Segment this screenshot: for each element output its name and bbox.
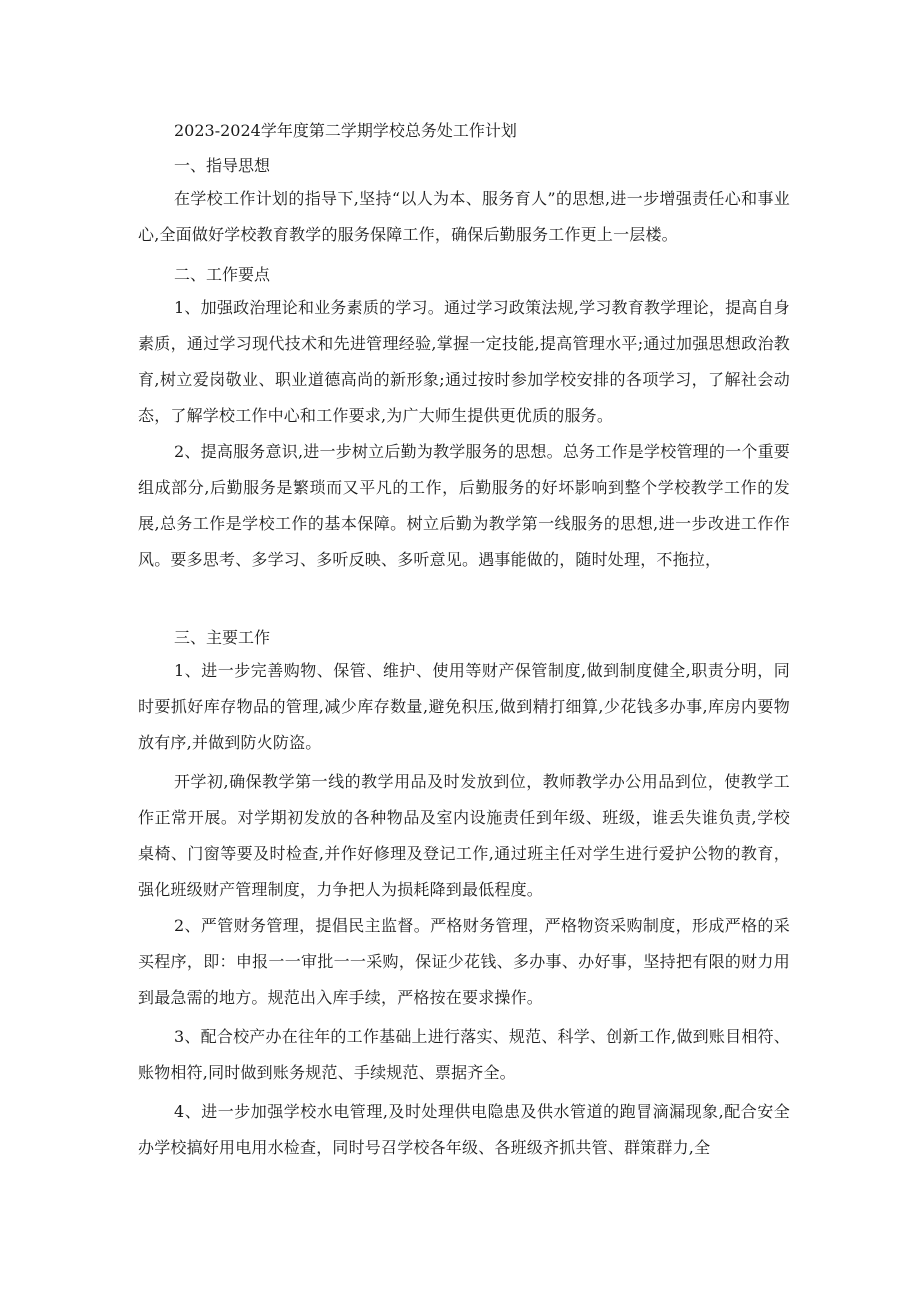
paragraph: 开学初,确保教学第一线的教学用品及时发放到位，教师教学办公用品到位，使教学工作正常开展。对学期初发放的各种物品及室内设施责任到年级、班级，谁丢失谁负责,学校桌椅、门窗等要及时检查,并作好修理及登记工作,通过班主任对学生进行爱护公物的教育，强化班级财产管理制度，力争把人为损耗降到最低程度。 xyxy=(138,772,790,899)
paragraph: 1、进一步完善购物、保管、维护、使用等财产保管制度,做到制度健全,职责分明，同时要抓好库存物品的管理,减少库存数量,避免积压,做到精打细算,少花钱多办事,库房内要物放有序,并做到防火防盗。 xyxy=(138,661,790,752)
section-heading-guiding-thought: 一、指导思想 xyxy=(174,156,271,175)
paragraph: 4、进一步加强学校水电管理,及时处理供电隐患及供水管道的跑冒滴漏现象,配合安全办学校搞好用电用水检查，同时号召学校各年级、各班级齐抓共管、群策群力,全 xyxy=(138,1102,790,1157)
paragraph: 在学校工作计划的指导下,坚持“以人为本、服务育人”的思想,进一步增强责任心和事业心,全面做好学校教育教学的服务保障工作，确保后勤服务工作更上一层楼。 xyxy=(138,189,790,244)
paragraph: 2、提高服务意识,进一步树立后勤为教学服务的思想。总务工作是学校管理的一个重要组成部分,后勤服务是繁琐而又平凡的工作，后勤服务的好坏影响到整个学校教学工作的发展,总务工作是学校工作的基本保障。树立后勤为教学第一线服务的思想,进一步改进工作作风。要多思考、多学习、多听反映、多听意见。遇事能做的，随时处理，不拖拉， xyxy=(138,442,790,569)
document-title: 2023-2024学年度第二学期学校总务处工作计划 xyxy=(174,121,517,140)
section-heading-work-points: 二、工作要点 xyxy=(174,265,271,284)
paragraph: 3、配合校产办在往年的工作基础上进行落实、规范、科学、创新工作,做到账目相符、账物相符,同时做到账务规范、手续规范、票据齐全。 xyxy=(138,1027,790,1082)
paragraph: 1、加强政治理论和业务素质的学习。通过学习政策法规,学习教育教学理论，提高自身素质，通过学习现代技术和先进管理经验,掌握一定技能,提高管理水平;通过加强思想政治教育,树立爱岗敬业、职业道德高尚的新形象;通过按时参加学校安排的各项学习，了解社会动态，了解学校工作中心和工作要求,为广大师生提供更优质的服务。 xyxy=(138,298,790,425)
section-heading-main-work: 三、主要工作 xyxy=(174,628,271,647)
paragraph: 2、严管财务管理，提倡民主监督。严格财务管理，严格物资采购制度，形成严格的采买程序，即：申报一一审批一一采购，保证少花钱、多办事、办好事，坚持把有限的财力用到最急需的地方。规范出入库手续，严格按在要求操作。 xyxy=(138,916,790,1007)
